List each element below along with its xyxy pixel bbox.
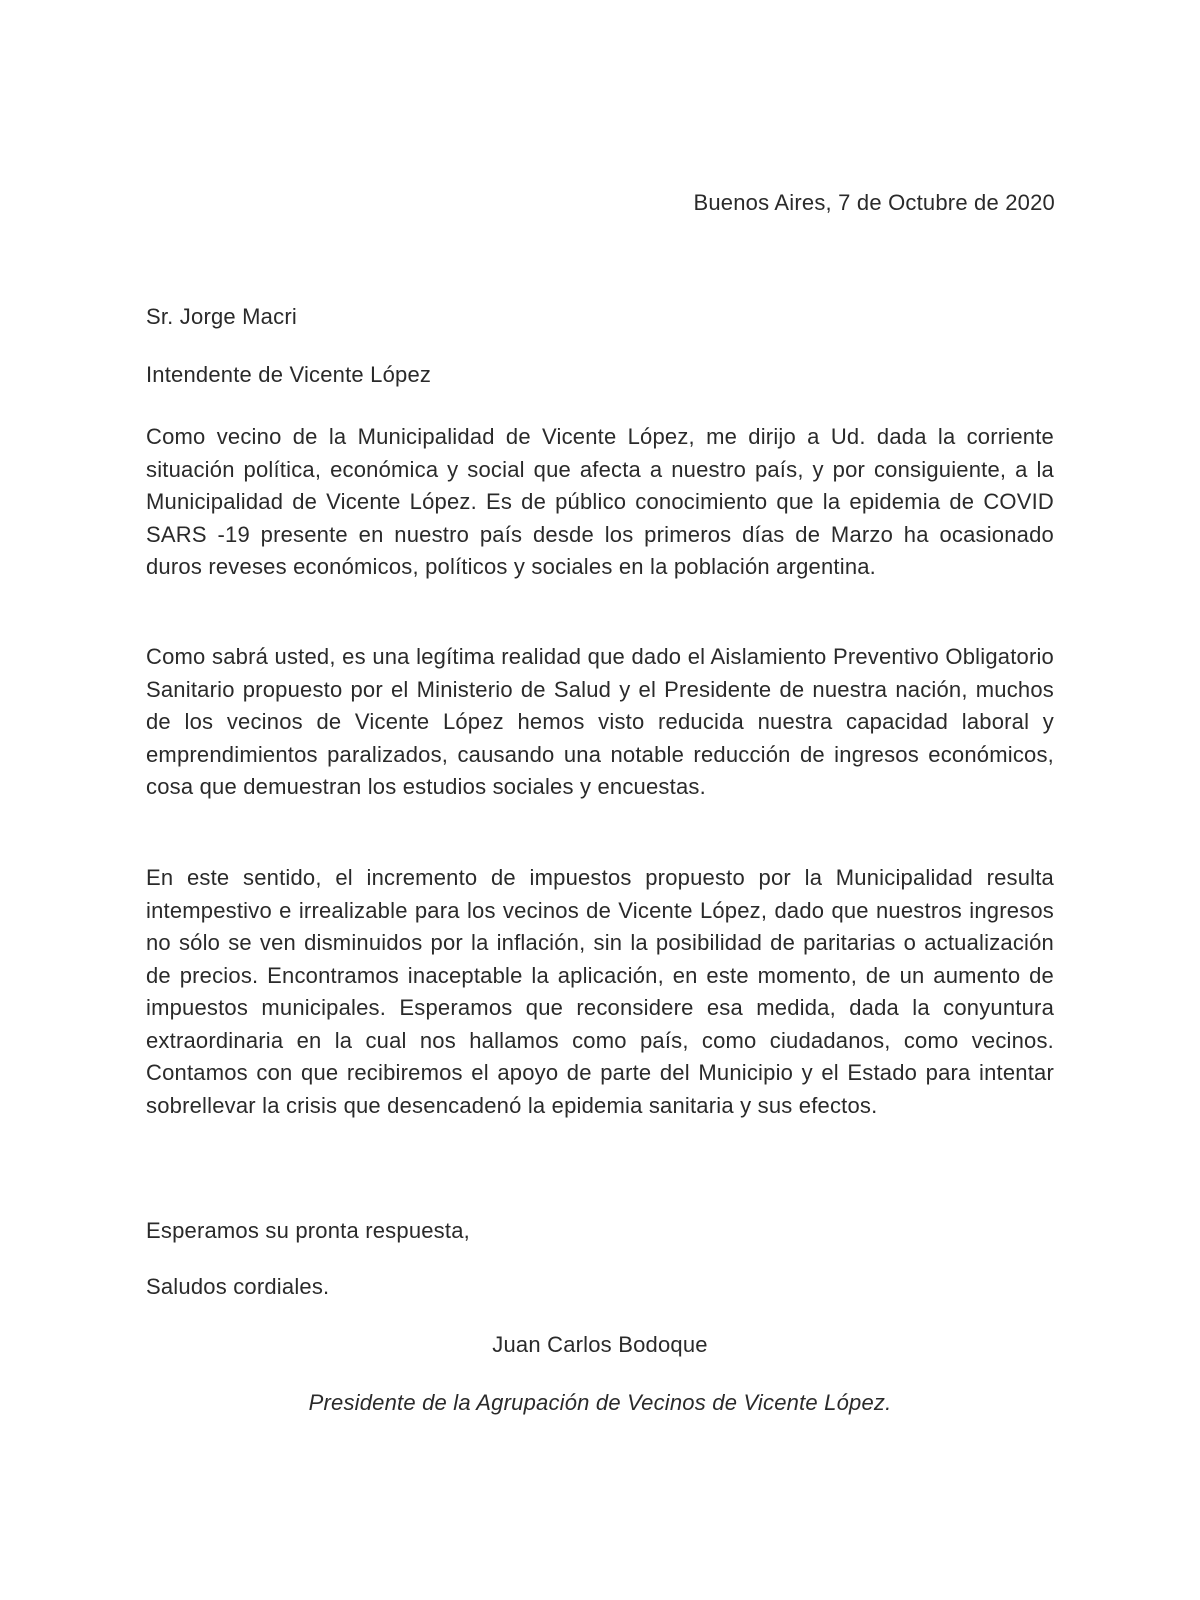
closing-greeting: Saludos cordiales. (146, 1274, 330, 1299)
letter-date: Buenos Aires, 7 de Octubre de 2020 (693, 190, 1055, 215)
body-paragraph-3: En este sentido, el incremento de impuestos propuesto por la Municipalidad resulta intempestivo e irrealizable para los vecinos de Vicente López, dado que nuestros ingresos no sólo se ven disminuidos por la inflación, sin la posibilidad de paritarias o actualización de precios. Encontramos inaceptable la aplicación, en este momento, de un aumento de impuestos municipales. Esperamos que reconsidere esa medida, dada la conyuntura extraordinaria en la cual nos hallamos como país, como ciudadanos, como vecinos. Contamos con que recibiremos el apoyo de parte del Municipio y el Estado para intentar sobrellevar la crisis que desencadenó la epidemia sanitaria y sus efectos. (146, 865, 1054, 1118)
signer-title: Presidente de la Agrupación de Vecinos de Vicente López. (308, 1390, 892, 1415)
closing-request: Esperamos su pronta respuesta, (146, 1218, 470, 1243)
recipient-title: Intendente de Vicente López (146, 362, 432, 387)
signer-name: Juan Carlos Bodoque (492, 1332, 708, 1357)
recipient-name: Sr. Jorge Macri (146, 304, 297, 329)
body-paragraph-2: Como sabrá usted, es una legítima realidad que dado el Aislamiento Preventivo Obligatorio Sanitario propuesto por el Ministerio de Salud y el Presidente de nuestra nación, muchos de los vecinos de Vicente López hemos visto reducida nuestra capacidad laboral y emprendimientos paralizados, causando una notable reducción de ingresos económicos, cosa que demuestran los estudios sociales y encuestas. (146, 644, 1054, 799)
body-paragraph-1: Como vecino de la Municipalidad de Vicente López, me dirijo a Ud. dada la corriente situación política, económica y social que afecta a nuestro país, y por consiguiente, a la Municipalidad de Vicente López. Es de público conocimiento que la epidemia de COVID SARS -19 presente en nuestro país desde los primeros días de Marzo ha ocasionado duros reveses económicos, políticos y sociales en la población argentina. (146, 424, 1054, 579)
